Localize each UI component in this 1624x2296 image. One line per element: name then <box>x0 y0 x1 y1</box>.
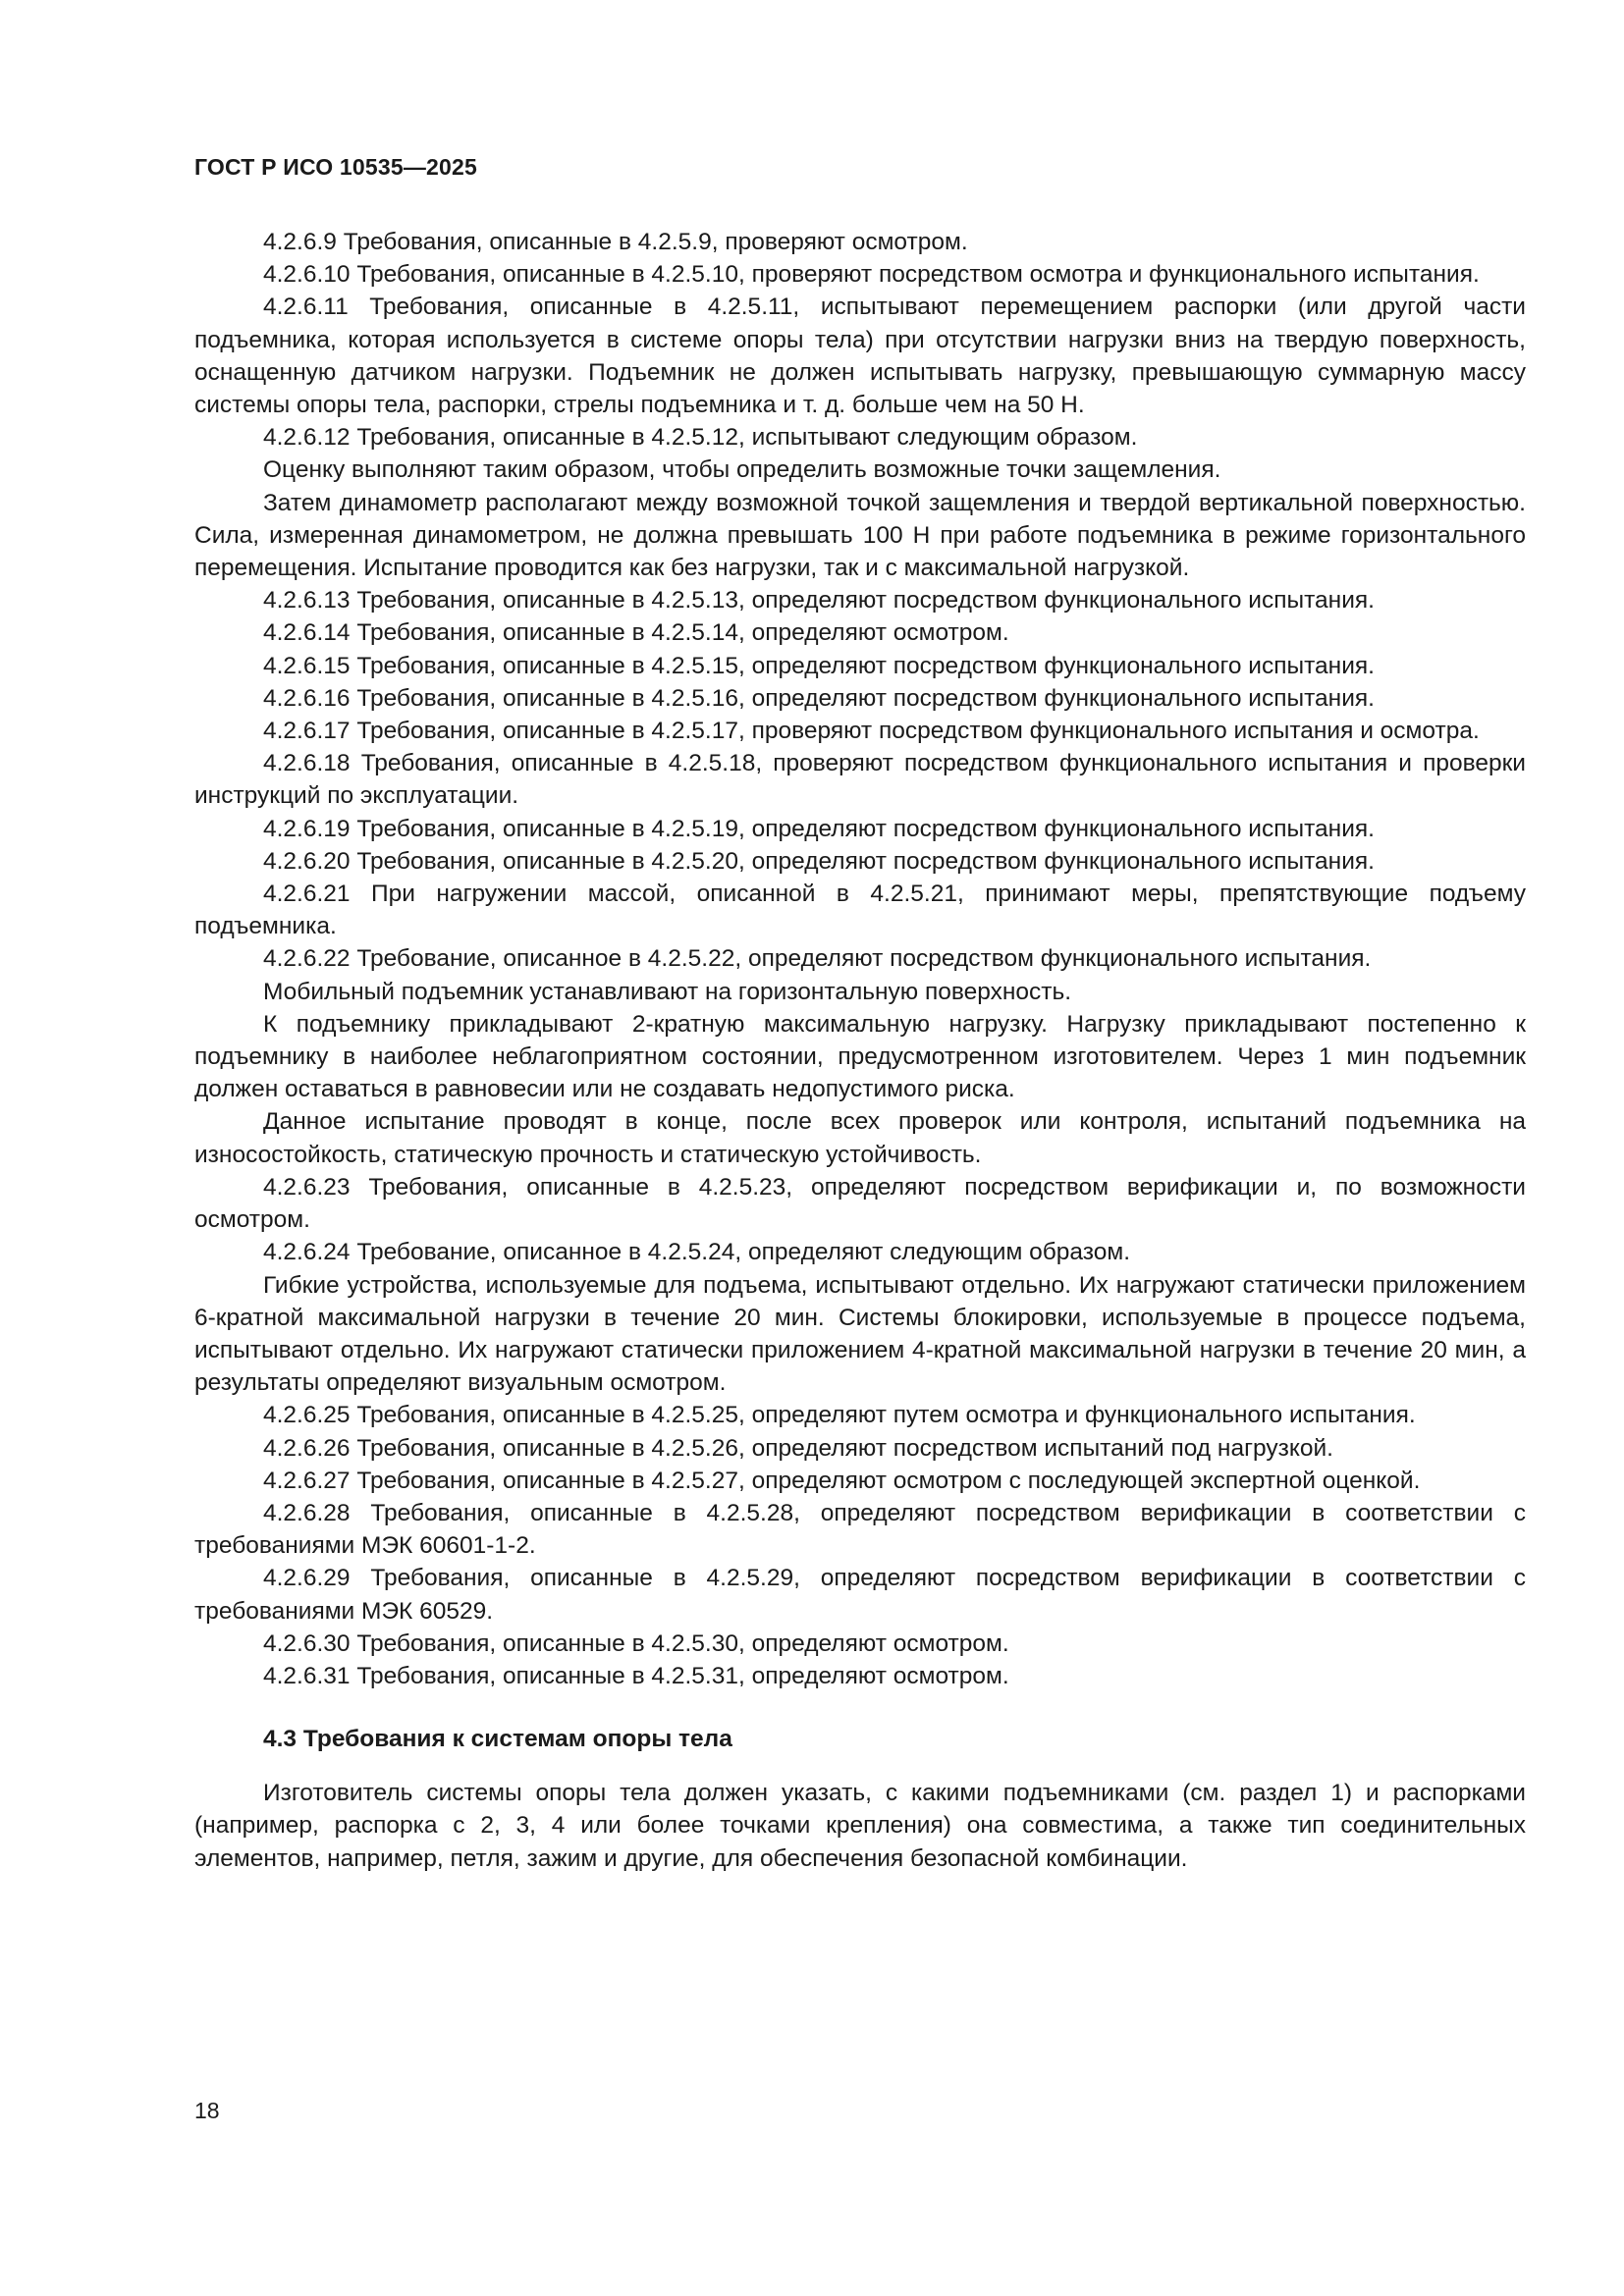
paragraph: Оценку выполняют таким образом, чтобы определить возможные точки защемления. <box>263 456 1221 484</box>
paragraph: 4.2.6.13 Требования, описанные в 4.2.5.13, определяют посредством функционального испытания. <box>263 587 1375 614</box>
paragraph: 4.2.6.18 Требования, описанные в 4.2.5.18, проверяют посредством функционального испытания и проверки инструкций по эксплуатации. <box>194 750 1526 810</box>
paragraph: 4.2.6.23 Требования, описанные в 4.2.5.23, определяют посредством верификации и, по возможности осмотром. <box>194 1173 1526 1234</box>
paragraph: 4.2.6.31 Требования, описанные в 4.2.5.31, определяют осмотром. <box>263 1662 1009 1689</box>
paragraph: 4.2.6.11 Требования, описанные в 4.2.5.11, испытывают перемещением распорки (или другой части подъемника, которая используется в системе опоры тела) при отсутствии нагрузки вниз на твердую поверхность, оснащенную датчиком нагрузки. Подъемник не должен испытывать нагрузку, превышающую суммарную массу системы опоры тела, распорки, стрелы подъемника и т. д. больше чем на 50 Н. <box>194 294 1526 419</box>
paragraph: Данное испытание проводят в конце, после всех проверок или контроля, испытаний подъемника на износостойкость, статическую прочность и статическую устойчивость. <box>194 1108 1526 1168</box>
paragraph: 4.2.6.9 Требования, описанные в 4.2.5.9, проверяют осмотром. <box>263 229 968 255</box>
paragraph: Изготовитель системы опоры тела должен указать, с какими подъемниками (см. раздел 1) и распорками (например, распорка с 2, 3, 4 или более точками крепления) она совместима, а также тип соединительных элементов, например, петля, зажим и другие, для обеспечения безопасной комбинации. <box>194 1780 1526 1872</box>
paragraph: 4.2.6.16 Требования, описанные в 4.2.5.16, определяют посредством функционального испытания. <box>263 684 1375 712</box>
paragraph: 4.2.6.25 Требования, описанные в 4.2.5.25, определяют путем осмотра и функционального испытания. <box>263 1402 1416 1429</box>
paragraph: 4.2.6.20 Требования, описанные в 4.2.5.20, определяют посредством функционального испытания. <box>263 847 1375 875</box>
paragraph: 4.2.6.30 Требования, описанные в 4.2.5.30, определяют осмотром. <box>263 1629 1009 1657</box>
paragraph: 4.2.6.10 Требования, описанные в 4.2.5.10, проверяют посредством осмотра и функционального испытания. <box>263 261 1480 289</box>
section-heading: 4.3 Требования к системам опоры тела <box>263 1726 732 1753</box>
paragraph: 4.2.6.22 Требование, описанное в 4.2.5.22, определяют посредством функционального испытания. <box>263 945 1372 973</box>
paragraph: Мобильный подъемник устанавливают на горизонтальную поверхность. <box>263 978 1072 1005</box>
paragraph: 4.2.6.26 Требования, описанные в 4.2.5.26, определяют посредством испытаний под нагрузкой. <box>263 1434 1333 1462</box>
paragraph: 4.2.6.28 Требования, описанные в 4.2.5.28, определяют посредством верификации в соответствии с требованиями МЭК 60601-1-2. <box>194 1499 1526 1560</box>
paragraph-list-before <box>194 226 1526 1692</box>
paragraph: 4.2.6.29 Требования, описанные в 4.2.5.29, определяют посредством верификации в соответствии с требованиями МЭК 60529. <box>194 1565 1526 1625</box>
paragraph: 4.2.6.17 Требования, описанные в 4.2.5.17, проверяют посредством функционального испытания и осмотра. <box>263 718 1480 745</box>
paragraph: Затем динамометр располагают между возможной точкой защемления и твердой вертикальной поверхностью. Сила, измеренная динамометром, не должна превышать 100 Н при работе подъемника в режиме горизонтального перемещения. Испытание проводится как без нагрузки, так и с максимальной нагрузкой. <box>194 489 1526 582</box>
paragraph: 4.2.6.12 Требования, описанные в 4.2.5.12, испытывают следующим образом. <box>263 424 1138 452</box>
document-header: ГОСТ Р ИСО 10535—2025 <box>194 154 478 180</box>
page-number: 18 <box>194 2098 220 2123</box>
paragraph: 4.2.6.27 Требования, описанные в 4.2.5.27, определяют осмотром с последующей экспертной оценкой. <box>263 1467 1421 1494</box>
paragraph: 4.2.6.14 Требования, описанные в 4.2.5.14, определяют осмотром. <box>263 619 1009 647</box>
paragraph-list-after <box>194 1777 1526 1875</box>
paragraph: 4.2.6.15 Требования, описанные в 4.2.5.15, определяют посредством функционального испытания. <box>263 652 1375 679</box>
paragraph: 4.2.6.24 Требование, описанное в 4.2.5.24, определяют следующим образом. <box>263 1239 1131 1266</box>
paragraph: 4.2.6.21 При нагружении массой, описанной в 4.2.5.21, принимают меры, препятствующие подъему подъемника. <box>194 881 1526 940</box>
document-body <box>194 226 1526 1875</box>
paragraph: Гибкие устройства, используемые для подъема, испытывают отдельно. Их нагружают статически приложением 6-кратной максимальной нагрузки в течение 20 мин. Системы блокировки, используемые в процессе подъема, испытывают отдельно. Их нагружают статически приложением 4-кратной максимальной нагрузки в течение 20 мин, а результаты определяют визуальным осмотром. <box>194 1271 1526 1397</box>
paragraph: 4.2.6.19 Требования, описанные в 4.2.5.19, определяют посредством функционального испытания. <box>263 815 1375 842</box>
paragraph: К подъемнику прикладывают 2-кратную максимальную нагрузку. Нагрузку прикладывают постепенно к подъемнику в наиболее неблагоприятном состоянии, предусмотренном изготовителем. Через 1 мин подъемник должен оставаться в равновесии или не создавать недопустимого риска. <box>194 1010 1526 1103</box>
